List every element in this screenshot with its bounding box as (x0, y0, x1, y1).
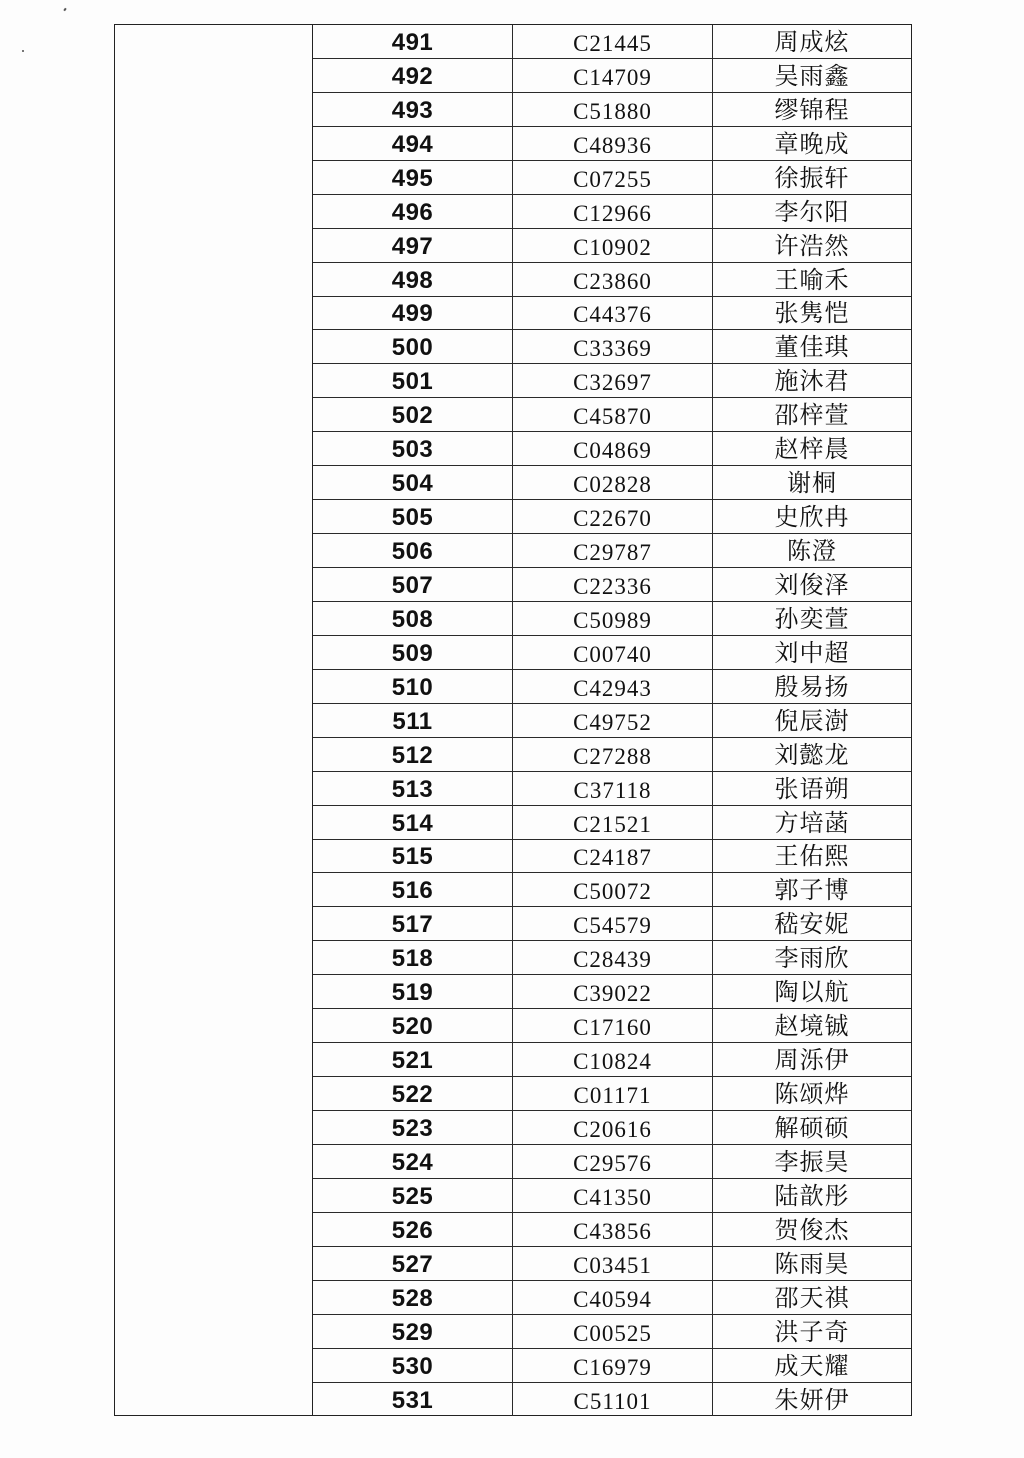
candidate-name-cell: 郭子博 (774, 876, 850, 905)
candidate-name-cell: 周成炫 (774, 27, 850, 56)
table-row (313, 1383, 911, 1417)
table-row (313, 25, 911, 59)
table-row (313, 975, 911, 1009)
candidate-id-cell: C22670 (513, 500, 713, 533)
row-number-cell: 509 (313, 636, 513, 669)
candidate-name-cell: 刘中超 (774, 638, 850, 667)
candidate-name-cell: 贺俊杰 (774, 1215, 850, 1244)
candidate-id-cell: C51880 (513, 93, 713, 126)
row-number-cell: 520 (313, 1009, 513, 1042)
candidate-id-cell: C01171 (513, 1077, 713, 1110)
candidate-id-cell: C10824 (513, 1043, 713, 1076)
row-number-cell: 531 (313, 1383, 513, 1417)
candidate-name-cell: 章晚成 (774, 129, 850, 158)
row-number-cell: 500 (313, 330, 513, 363)
candidate-id-cell: C04869 (513, 432, 713, 465)
table-row (313, 907, 911, 941)
candidate-id-cell: C43856 (513, 1213, 713, 1246)
row-number-cell: 526 (313, 1213, 513, 1246)
candidate-name-cell: 王喻禾 (774, 265, 850, 294)
candidate-name-cell: 陈雨昊 (774, 1249, 850, 1278)
candidate-id-cell: C29576 (513, 1145, 713, 1178)
candidate-id-cell: C21521 (513, 806, 713, 839)
candidate-name-cell: 赵境铖 (774, 1012, 850, 1041)
row-number-cell: 513 (313, 772, 513, 805)
table-row (313, 398, 911, 432)
table-row (313, 1043, 911, 1077)
candidate-id-cell: C03451 (513, 1247, 713, 1280)
candidate-id-cell: C12966 (513, 195, 713, 228)
candidate-name-cell: 张隽恺 (774, 299, 850, 328)
scan-speck (22, 50, 24, 52)
candidate-name-cell: 孙奕萱 (774, 604, 850, 633)
candidate-id-cell: C22336 (513, 568, 713, 601)
table-row (313, 1077, 911, 1111)
candidate-id-cell: C41350 (513, 1179, 713, 1212)
table-row (313, 1111, 911, 1145)
row-number-cell: 494 (313, 127, 513, 160)
candidate-id-cell: C20616 (513, 1111, 713, 1144)
row-number-cell: 507 (313, 568, 513, 601)
row-number-cell: 515 (313, 840, 513, 873)
candidate-name-cell: 解硕硕 (774, 1113, 850, 1142)
candidate-name-cell: 邵梓萱 (774, 401, 850, 430)
row-number-cell: 503 (313, 432, 513, 465)
roster-table (114, 24, 912, 1416)
candidate-id-cell: C32697 (513, 364, 713, 397)
table-row (313, 297, 911, 331)
candidate-id-cell: C21445 (513, 25, 713, 58)
candidate-name-cell: 陶以航 (774, 978, 850, 1007)
table-row (313, 127, 911, 161)
candidate-name-cell: 洪子奇 (774, 1317, 850, 1346)
row-number-cell: 496 (313, 195, 513, 228)
candidate-name-cell: 朱妍伊 (774, 1386, 850, 1415)
table-row (313, 1315, 911, 1349)
candidate-id-cell: C48936 (513, 127, 713, 160)
table-row (313, 704, 911, 738)
candidate-id-cell: C39022 (513, 975, 713, 1008)
table-row (313, 840, 911, 874)
candidate-id-cell: C00740 (513, 636, 713, 669)
table-row (313, 568, 911, 602)
table-row (313, 195, 911, 229)
merged-category-cell (115, 25, 313, 1415)
table-row (313, 602, 911, 636)
table-row (313, 1349, 911, 1383)
candidate-name-cell: 周泺伊 (774, 1046, 850, 1075)
table-row (313, 364, 911, 398)
row-number-cell: 502 (313, 398, 513, 431)
table-row (313, 738, 911, 772)
candidate-name-cell: 邵天祺 (774, 1283, 850, 1312)
row-number-cell: 493 (313, 93, 513, 126)
row-number-cell: 505 (313, 500, 513, 533)
table-row (313, 93, 911, 127)
candidate-id-cell: C54579 (513, 907, 713, 940)
row-number-cell: 491 (313, 25, 513, 58)
candidate-id-cell: C51101 (513, 1383, 713, 1417)
candidate-name-cell: 李振昊 (774, 1147, 850, 1176)
roster-rows (313, 25, 911, 1415)
candidate-id-cell: C44376 (513, 297, 713, 330)
candidate-id-cell: C29787 (513, 534, 713, 567)
candidate-id-cell: C17160 (513, 1009, 713, 1042)
candidate-name-cell: 董佳琪 (774, 333, 850, 362)
row-number-cell: 525 (313, 1179, 513, 1212)
table-row (313, 873, 911, 907)
candidate-name-cell: 刘俊泽 (774, 570, 850, 599)
table-row (313, 1213, 911, 1247)
table-row (313, 229, 911, 263)
row-number-cell: 497 (313, 229, 513, 262)
row-number-cell: 529 (313, 1315, 513, 1348)
table-row (313, 806, 911, 840)
table-row (313, 670, 911, 704)
row-number-cell: 523 (313, 1111, 513, 1144)
table-row (313, 636, 911, 670)
row-number-cell: 524 (313, 1145, 513, 1178)
row-number-cell: 508 (313, 602, 513, 635)
row-number-cell: 492 (313, 59, 513, 92)
table-row (313, 161, 911, 195)
candidate-id-cell: C42943 (513, 670, 713, 703)
candidate-id-cell: C00525 (513, 1315, 713, 1348)
row-number-cell: 512 (313, 738, 513, 771)
candidate-id-cell: C49752 (513, 704, 713, 737)
candidate-name-cell: 吴雨鑫 (774, 61, 850, 90)
table-row (313, 432, 911, 466)
candidate-name-cell: 成天耀 (774, 1351, 850, 1380)
table-row (313, 1145, 911, 1179)
table-row (313, 1247, 911, 1281)
row-number-cell: 528 (313, 1281, 513, 1314)
candidate-name-cell: 张语朔 (774, 774, 850, 803)
table-row (313, 772, 911, 806)
row-number-cell: 530 (313, 1349, 513, 1382)
table-row (313, 500, 911, 534)
candidate-name-cell: 刘懿龙 (774, 740, 850, 769)
candidate-id-cell: C10902 (513, 229, 713, 262)
row-number-cell: 498 (313, 263, 513, 296)
row-number-cell: 510 (313, 670, 513, 703)
row-number-cell: 511 (313, 704, 513, 737)
row-number-cell: 521 (313, 1043, 513, 1076)
table-row (313, 1009, 911, 1043)
row-number-cell: 516 (313, 873, 513, 906)
table-row (313, 59, 911, 93)
candidate-name-cell: 嵇安妮 (774, 910, 850, 939)
candidate-name-cell: 许浩然 (774, 231, 850, 260)
candidate-name-cell: 史欣冉 (774, 503, 850, 532)
row-number-cell: 519 (313, 975, 513, 1008)
row-number-cell: 517 (313, 907, 513, 940)
candidate-name-cell: 王佑熙 (774, 842, 850, 871)
candidate-id-cell: C27288 (513, 738, 713, 771)
row-number-cell: 504 (313, 466, 513, 499)
table-row (313, 466, 911, 500)
table-row (313, 941, 911, 975)
candidate-id-cell: C45870 (513, 398, 713, 431)
candidate-name-cell: 缪锦程 (774, 95, 850, 124)
candidate-id-cell: C16979 (513, 1349, 713, 1382)
candidate-id-cell: C24187 (513, 840, 713, 873)
candidate-name-cell: 李雨欣 (774, 944, 850, 973)
table-row (313, 1281, 911, 1315)
row-number-cell: 522 (313, 1077, 513, 1110)
row-number-cell: 514 (313, 806, 513, 839)
candidate-name-cell: 赵梓晨 (774, 435, 850, 464)
candidate-name-cell: 殷易扬 (774, 672, 850, 701)
row-number-cell: 527 (313, 1247, 513, 1280)
scan-speck (63, 8, 66, 12)
candidate-id-cell: C50072 (513, 873, 713, 906)
candidate-id-cell: C07255 (513, 161, 713, 194)
candidate-name-cell: 徐振轩 (774, 163, 850, 192)
candidate-id-cell: C40594 (513, 1281, 713, 1314)
candidate-id-cell: C37118 (513, 772, 713, 805)
table-row (313, 263, 911, 297)
candidate-name-cell: 倪辰澍 (774, 706, 850, 735)
row-number-cell: 499 (313, 297, 513, 330)
candidate-name-cell: 李尔阳 (774, 197, 850, 226)
candidate-name-cell: 陈颂烨 (774, 1080, 850, 1108)
table-row (313, 1179, 911, 1213)
table-row (313, 534, 911, 568)
table-row (313, 330, 911, 364)
candidate-id-cell: C28439 (513, 941, 713, 974)
candidate-name-cell: 陈澄 (787, 537, 837, 565)
candidate-name-cell: 陆歆彤 (774, 1181, 850, 1210)
candidate-id-cell: C33369 (513, 330, 713, 363)
candidate-name-cell: 方培菡 (774, 808, 850, 837)
candidate-id-cell: C23860 (513, 263, 713, 296)
row-number-cell: 501 (313, 364, 513, 397)
row-number-cell: 506 (313, 534, 513, 567)
row-number-cell: 495 (313, 161, 513, 194)
candidate-id-cell: C14709 (513, 59, 713, 92)
candidate-id-cell: C50989 (513, 602, 713, 635)
candidate-name-cell: 谢桐 (787, 469, 837, 498)
candidate-name-cell: 施沐君 (774, 367, 850, 396)
candidate-id-cell: C02828 (513, 466, 713, 499)
row-number-cell: 518 (313, 941, 513, 974)
